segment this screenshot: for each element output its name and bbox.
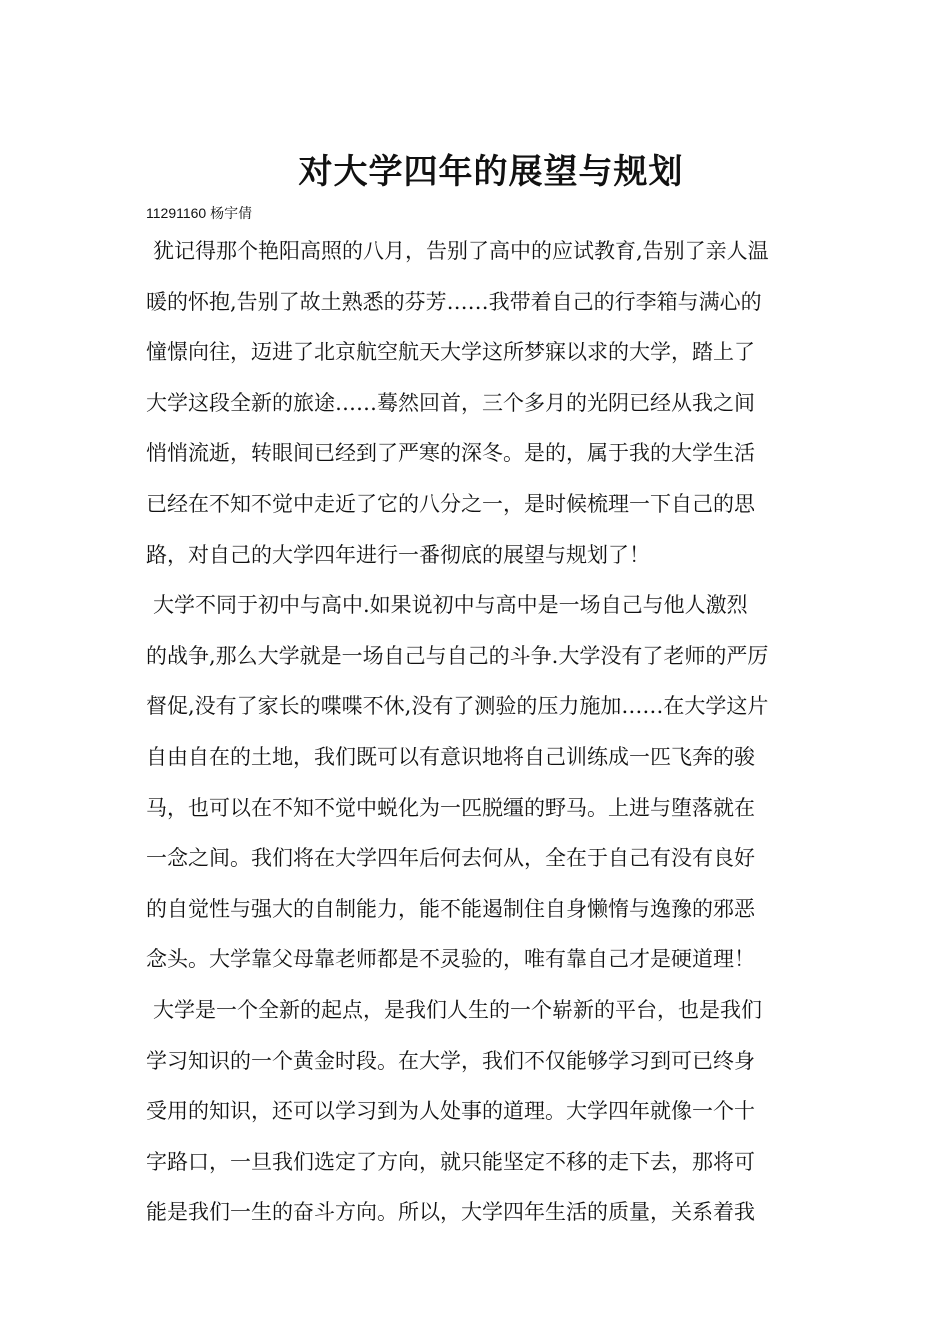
paragraph-3-line-1: 大学是一个全新的起点，是我们人生的一个崭新的平台，也是我们	[153, 997, 762, 1022]
body-text	[146, 226, 811, 1238]
paragraph-1-line-3: 憧憬向往，迈进了北京航空航天大学这所梦寐以求的大学，踏上了	[146, 340, 755, 365]
paragraph-1-line-1: 犹记得那个艳阳高照的八月，告别了高中的应试教育,告别了亲人温	[153, 239, 769, 263]
paragraph-1-line-4: 大学这段全新的旅途……蓦然回首，三个多月的光阴已经从我之间	[146, 390, 755, 415]
paragraph-2-line-2: 的战争,那么大学就是一场自己与自己的斗争.大学没有了老师的严厉	[146, 643, 769, 668]
author-line: 11291160 杨宇倩	[146, 205, 253, 221]
paragraph-3-line-5: 能是我们一生的奋斗方向。所以，大学四年生活的质量，关系着我	[146, 1200, 755, 1225]
paragraph-1-line-6: 已经在不知不觉中走近了它的八分之一，是时候梳理一下自己的思	[146, 491, 755, 516]
paragraph-3-line-2: 学习知识的一个黄金时段。在大学，我们不仅能够学习到可已终身	[146, 1048, 755, 1073]
paragraph-1-line-7: 路，对自己的大学四年进行一番彻底的展望与规划了！	[146, 542, 650, 567]
paragraph-2-line-3: 督促,没有了家长的喋喋不休,没有了测验的压力施加……在大学这片	[146, 694, 769, 719]
document-title: 对大学四年的展望与规划	[298, 152, 684, 192]
paragraph-3-line-4: 字路口，一旦我们选定了方向，就只能坚定不移的走下去，那将可	[146, 1149, 755, 1174]
paragraph-2-line-4: 自由自在的土地，我们既可以有意识地将自己训练成一匹飞奔的骏	[146, 744, 755, 769]
paragraph-1-line-5: 悄悄流逝，转眼间已经到了严寒的深冬。是的，属于我的大学生活	[146, 441, 755, 466]
paragraph-1-line-2: 暖的怀抱,告别了故土熟悉的芬芳……我带着自己的行李箱与满心的	[146, 289, 762, 314]
paragraph-2-line-6: 一念之间。我们将在大学四年后何去何从，全在于自己有没有良好	[146, 846, 755, 871]
paragraph-2-line-7: 的自觉性与强大的自制能力，能不能遏制住自身懒惰与逸豫的邪恶	[146, 896, 755, 921]
paragraph-2-line-5: 马，也可以在不知不觉中蜕化为一匹脱缰的野马。上进与堕落就在	[146, 795, 755, 820]
paragraph-2-line-1: 大学不同于初中与高中.如果说初中与高中是一场自己与他人激烈	[153, 593, 748, 618]
paragraph-3-line-3: 受用的知识，还可以学习到为人处事的道理。大学四年就像一个十	[146, 1099, 755, 1124]
paragraph-2-line-8: 念头。大学靠父母靠老师都是不灵验的，唯有靠自己才是硬道理！	[146, 947, 755, 972]
